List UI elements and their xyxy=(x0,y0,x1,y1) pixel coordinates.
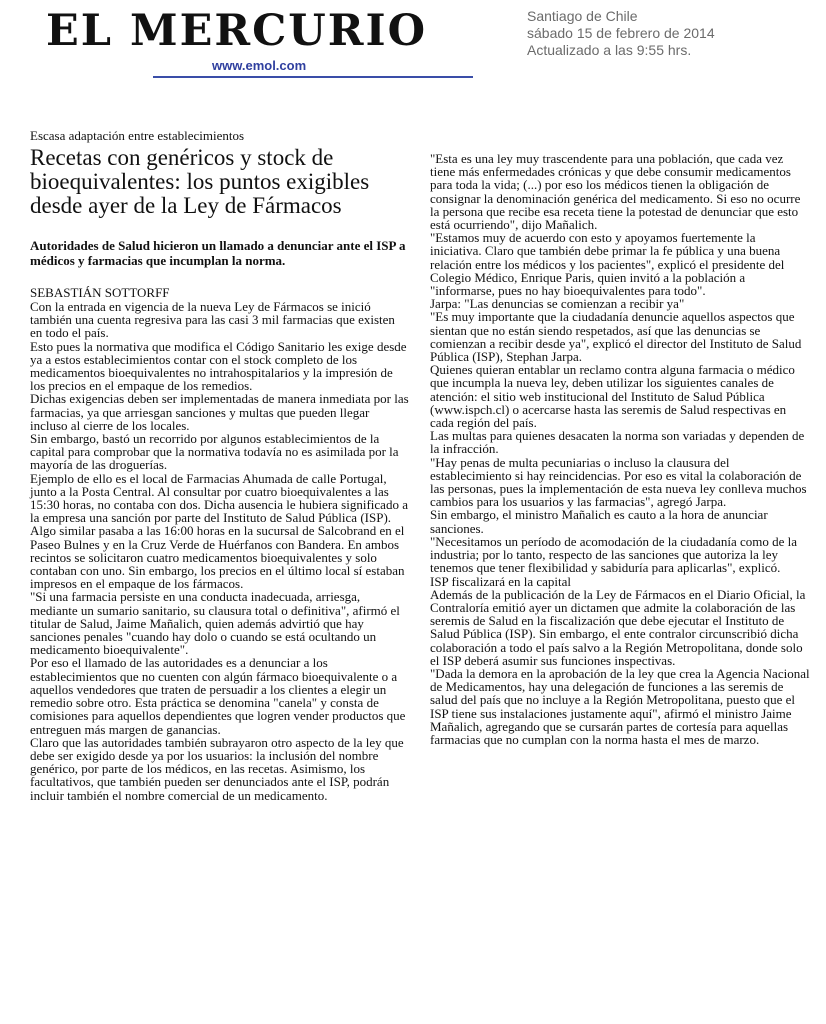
body-paragraph: Ejemplo de ello es el local de Farmacias Ahumada de calle Portugal, junto a la Posta Central. Al consultar por cuatro bioequivalentes a las 15:30 horas, no contaba con dos. Dicha ausencia le hubiera significado a la empresa una sanción por parte del Instituto de Salud Pública (ISP). xyxy=(30,470,408,526)
body-paragraph: "Si una farmacia persiste en una conducta inadecuada, arriesga, mediante un sumario sanitario, su clausura total o definitiva", afirmó el titular de Salud, Jaime Mañalich, quien además advirtió que hay sanciones penales "cuando hay dolo o cuando se está ocultando un medicamento bioequivalente". xyxy=(30,589,400,658)
edition-updated: Actualizado a las 9:55 hrs. xyxy=(527,42,692,58)
newspaper-logo[interactable]: EL MERCURIO xyxy=(46,6,428,56)
body-paragraph: "Estamos muy de acuerdo con esto y apoyamos fuertemente la iniciativa. Claro que también debe primar la fe pública y una buena relación entre los médicos y los pacientes", explicó el presidente del Colegio Médico, Enrique Paris, quien invitó a la población a "informarse, pues no hay bioequivalentes para todo". xyxy=(430,230,785,299)
body-paragraph: Quienes quieran entablar un reclamo contra alguna farmacia o médico que incumpla la nueva ley, deben utilizar los siguientes canales de atención: el sitio web institucional del Instituto de Salud Pública (www.ispch.cl) o acercarse hasta las seremis de Salud respectivas en cada región del país. xyxy=(430,362,795,431)
article-deck: Autoridades de Salud hicieron un llamado a denunciar ante el ISP a médicos y farmacias que incumplan la norma. xyxy=(30,238,406,268)
body-paragraph: Por eso el llamado de las autoridades es a denunciar a los establecimientos que no cuenten con algún fármaco bioequivalente o a aquellos vendedores que traten de persuadir a los clientes a elegir un remedio sobre otro. Esta práctica se denomina "canela" y consta de comisiones para aquellos dependientes que logren vender productos que entreguen más margen de ganancias. xyxy=(30,655,406,737)
body-paragraph: "Es muy importante que la ciudadanía denuncie aquellos aspectos que sientan que no están siendo respetados, así que las denuncias se comienzan a recibir desde ya", explicó el director del Instituto de Salud Pública (ISP), Stephan Jarpa. xyxy=(430,309,802,365)
article-column-left xyxy=(30,128,410,802)
article-column-right xyxy=(430,152,810,746)
subheading: ISP fiscalizará en la capital xyxy=(430,573,572,589)
subheading: Jarpa: "Las denuncias se comienzan a recibir ya" xyxy=(430,296,685,312)
article-byline: SEBASTIÁN SOTTORFF xyxy=(30,285,170,300)
body-paragraph: Sin embargo, el ministro Mañalich es cauto a la hora de anunciar sanciones. xyxy=(430,507,768,536)
body-paragraph: Sin embargo, bastó un recorrido por algunos establecimientos de la capital para comprobar que la normativa todavía no es asimilada por la mayoría de las droguerías. xyxy=(30,431,399,473)
body-paragraph: "Necesitamos un período de acomodación de la ciudadanía como de la industria; por lo tanto, respecto de las sanciones que autoriza la ley tenemos que tener flexibilidad y sabiduría para aplicarlas", explicó. xyxy=(430,533,798,576)
body-paragraph: Claro que las autoridades también subrayaron otro aspecto de la ley que debe ser exigido desde ya por los usuarios: la inclusión del nombre genérico, por parte de los médicos, en las recetas. Asimismo, los facultativos, que también pueden ser denunciados ante el ISP, podrán incluir también el nombre comercial de un medicamento. xyxy=(30,734,404,803)
body-paragraph: Dichas exigencias deben ser implementadas de manera inmediata por las farmacias, ya que arriesgan sanciones y multas que pueden llegar incluso al cierre de los locales. xyxy=(30,391,409,433)
body-paragraph: Además de la publicación de la Ley de Fármacos en el Diario Oficial, la Contraloría emitió ayer un dictamen que admite la colaboración de las seremis de Salud en la fiscalización que debe ejecutar el Instituto de Salud Pública (ISP). Sin embargo, el ente contralor circunscribió dicha colaboración a todo el país salvo a la Región Metropolitana, donde solo el ISP deberá asumir sus funciones inspectivas. xyxy=(430,586,806,668)
body-paragraph: "Hay penas de multa pecuniarias o incluso la clausura del establecimiento si hay reincidencias. Por eso es vital la colaboración de las personas, pues la implementación de esta nueva ley conlleva muchos cambios para los usuarios y las farmacias", agregó Jarpa. xyxy=(430,454,807,510)
article-kicker: Escasa adaptación entre establecimientos xyxy=(30,128,245,143)
edition-date: sábado 15 de febrero de 2014 xyxy=(527,25,715,41)
body-paragraph: "Dada la demora en la aprobación de la ley que crea la Agencia Nacional de Medicamentos, hay una delegación de funciones a las seremis de salud del país que no incluye a la Región Metropolitana, puesto que el ISP tiene sus instalaciones justamente aquí", afirmó el ministro Jaime Mañalich, agregando que se cursarán partes de cortesía para aquellas farmacias que no cumplan con la norma hasta el mes de marzo. xyxy=(430,665,810,747)
body-paragraph: Con la entrada en vigencia de la nueva Ley de Fármacos se inició también una cuenta regresiva para las casi 3 mil farmacias que existen en todo el país. xyxy=(30,299,395,341)
edition-info xyxy=(527,8,807,59)
body-paragraph: Esto pues la normativa que modifica el Código Sanitario les exige desde ya a estos establecimientos contar con el stock completo de los medicamentos bioequivalentes no intrahospitalarios y la impresión de los precios en el empaque de los remedios. xyxy=(30,338,407,394)
body-paragraph: "Esta es una ley muy trascendente para una población, que cada vez tiene más enfermedades crónicas y que debe consumir medicamentos para toda la vida; (...) por eso los médicos tienen la obligación de consignar la denominación genérica del medicamento. Si eso no ocurre la persona que recibe esa receta tiene la potestad de denunciar que esto está ocurriendo", dijo Mañalich. xyxy=(430,151,801,233)
article-body-left xyxy=(30,300,410,802)
masthead-divider xyxy=(153,76,473,78)
body-paragraph: Algo similar pasaba a las 16:00 horas en la sucursal de Salcobrand en el Paseo Bulnes y en la Cruz Verde de Huérfanos con Bandera. En ambos recintos se solicitaron cuatro medicamentos bioequivalentes y solo contaban con uno. Sin embargo, los precios en el último local sí estaban impresos en el empaque de los fármacos. xyxy=(30,523,405,592)
article-headline: Recetas con genéricos y stock de bioequivalentes: los puntos exigibles desde ayer de la Ley de Fármacos xyxy=(30,145,370,218)
body-paragraph: Las multas para quienes desacaten la norma son variadas y dependen de la infracción. xyxy=(430,428,805,457)
site-link[interactable]: www.emol.com xyxy=(212,58,307,73)
edition-city: Santiago de Chile xyxy=(527,8,638,24)
